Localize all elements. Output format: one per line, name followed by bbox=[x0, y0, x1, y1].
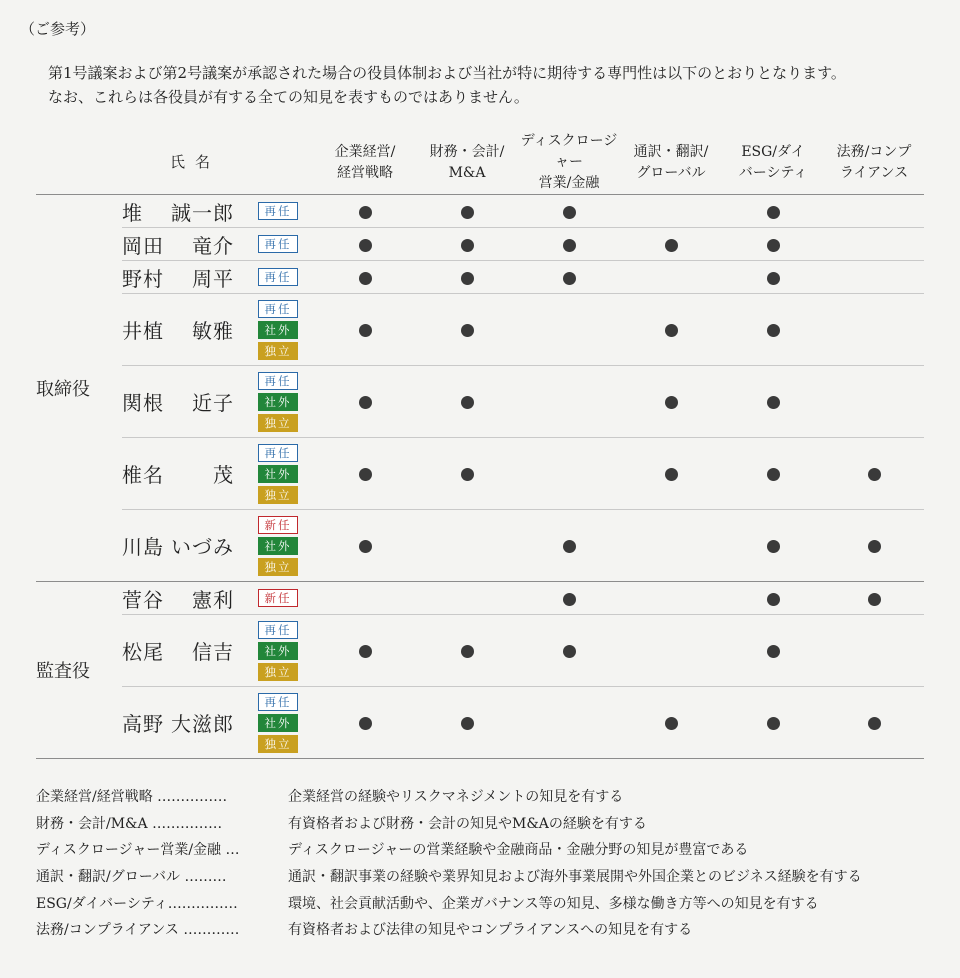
column-header-management: 企業経営/ 経営戦略 bbox=[334, 143, 396, 181]
family-name: 井植 bbox=[122, 319, 164, 343]
table-row bbox=[36, 195, 924, 228]
skill-mark-icon bbox=[359, 645, 372, 658]
skill-mark-icon bbox=[767, 540, 780, 553]
skill-mark-icon bbox=[665, 396, 678, 409]
skill-cell bbox=[314, 438, 416, 510]
skill-cell bbox=[314, 510, 416, 582]
legend-row bbox=[36, 889, 862, 916]
given-name: 茂 bbox=[213, 463, 234, 487]
status-badges bbox=[258, 582, 314, 615]
table-row bbox=[36, 510, 924, 582]
skill-cell bbox=[824, 261, 924, 294]
skill-cell bbox=[620, 366, 722, 438]
skill-cell bbox=[722, 261, 824, 294]
officer-name bbox=[122, 294, 258, 366]
skill-mark-icon bbox=[767, 272, 780, 285]
status-badge-reappoint: 再任 bbox=[258, 693, 298, 711]
skill-mark-icon bbox=[359, 239, 372, 252]
skill-mark-icon bbox=[665, 468, 678, 481]
legend-term: ESG/ダイバーシティ…………… bbox=[36, 895, 238, 912]
status-badge-reappoint: 再任 bbox=[258, 300, 298, 318]
skill-cell bbox=[722, 615, 824, 687]
legend-term: 法務/コンプライアンス ………… bbox=[36, 922, 240, 939]
status-badge-reappoint: 再任 bbox=[258, 444, 298, 462]
column-header-finance: 財務・会計/ M&A bbox=[429, 143, 505, 181]
column-header-translation: 通訳・翻訳/ グローバル bbox=[633, 143, 709, 181]
given-name: 敏雅 bbox=[192, 319, 234, 343]
table-row bbox=[36, 582, 924, 615]
status-badge-indep: 独立 bbox=[258, 486, 298, 504]
table-row bbox=[36, 687, 924, 759]
skill-cell bbox=[620, 195, 722, 228]
skill-cell bbox=[314, 615, 416, 687]
skill-cell bbox=[518, 195, 620, 228]
status-badge-indep: 独立 bbox=[258, 414, 298, 432]
skill-cell bbox=[314, 228, 416, 261]
status-badge-indep: 独立 bbox=[258, 558, 298, 576]
column-header-esg: ESG/ダイ バーシティ bbox=[738, 143, 808, 181]
skill-mark-icon bbox=[461, 206, 474, 219]
skill-mark-icon bbox=[563, 272, 576, 285]
skill-cell bbox=[416, 195, 518, 228]
officer-name bbox=[122, 261, 258, 294]
status-badge-outside: 社外 bbox=[258, 537, 298, 555]
officer-name bbox=[122, 438, 258, 510]
column-header-legal: 法務/コンプ ライアンス bbox=[836, 143, 912, 181]
skill-cell bbox=[620, 687, 722, 759]
intro-text bbox=[48, 61, 846, 109]
skill-cell bbox=[620, 615, 722, 687]
skill-cell bbox=[314, 687, 416, 759]
skill-cell bbox=[722, 366, 824, 438]
status-badges bbox=[258, 510, 314, 582]
skill-cell bbox=[416, 438, 518, 510]
skill-cell bbox=[416, 582, 518, 615]
skill-cell bbox=[620, 582, 722, 615]
status-badges bbox=[258, 366, 314, 438]
officer-skill-matrix bbox=[36, 131, 924, 759]
skill-mark-icon bbox=[359, 206, 372, 219]
status-badge-outside: 社外 bbox=[258, 321, 298, 339]
skill-cell bbox=[824, 294, 924, 366]
skill-mark-icon bbox=[767, 468, 780, 481]
skill-mark-icon bbox=[563, 645, 576, 658]
legend-term: ディスクロージャー営業/金融 … bbox=[36, 842, 240, 859]
legend-description: 有資格者および財務・会計の知見やM&Aの経験を有する bbox=[288, 815, 647, 832]
skill-mark-icon bbox=[767, 206, 780, 219]
status-badge-indep: 独立 bbox=[258, 342, 298, 360]
skill-mark-icon bbox=[665, 324, 678, 337]
skill-mark-icon bbox=[461, 468, 474, 481]
skill-cell bbox=[314, 582, 416, 615]
status-badge-reappoint: 再任 bbox=[258, 202, 298, 220]
skill-cell bbox=[824, 582, 924, 615]
family-name: 野村 bbox=[122, 266, 164, 291]
status-badge-outside: 社外 bbox=[258, 465, 298, 483]
skill-cell bbox=[518, 615, 620, 687]
skill-mark-icon bbox=[359, 272, 372, 285]
family-name: 椎名 bbox=[122, 463, 164, 487]
skill-mark-icon bbox=[665, 239, 678, 252]
table-row bbox=[36, 294, 924, 366]
skill-cell bbox=[722, 438, 824, 510]
family-name: 松尾 bbox=[122, 640, 164, 664]
officer-name bbox=[122, 195, 258, 228]
status-badges bbox=[258, 687, 314, 759]
skill-mark-icon bbox=[461, 396, 474, 409]
skill-cell bbox=[314, 195, 416, 228]
skill-cell bbox=[416, 228, 518, 261]
family-name: 関根 bbox=[122, 391, 164, 415]
given-name: いづみ bbox=[171, 535, 234, 559]
skill-mark-icon bbox=[868, 468, 881, 481]
intro-line: 第1号議案および第2号議案が承認された場合の役員体制および当社が特に期待する専門性は以下のとおりとなります。 bbox=[48, 64, 846, 82]
status-badge-indep: 独立 bbox=[258, 735, 298, 753]
legend-description: 環境、社会貢献活動や、企業ガバナンス等の知見、多様な働き方等への知見を有する bbox=[288, 895, 819, 912]
status-badges bbox=[258, 615, 314, 687]
skill-cell bbox=[620, 438, 722, 510]
legend-description: 通訳・翻訳事業の経験や業界知見および海外事業展開や外国企業とのビジネス経験を有する bbox=[288, 869, 862, 886]
skill-cell bbox=[416, 366, 518, 438]
skill-cell bbox=[314, 261, 416, 294]
skill-cell bbox=[824, 438, 924, 510]
status-badges bbox=[258, 261, 314, 294]
skill-cell bbox=[518, 687, 620, 759]
skill-cell bbox=[824, 228, 924, 261]
skill-cell bbox=[824, 615, 924, 687]
skill-cell bbox=[722, 195, 824, 228]
skill-cell bbox=[824, 510, 924, 582]
skill-cell bbox=[416, 294, 518, 366]
skill-cell bbox=[620, 294, 722, 366]
skill-mark-icon bbox=[868, 593, 881, 606]
skill-cell bbox=[518, 228, 620, 261]
legend-description: ディスクロージャーの営業経験や金融商品・金融分野の知見が豊富である bbox=[288, 842, 749, 859]
table-row bbox=[36, 366, 924, 438]
given-name: 憲利 bbox=[192, 587, 234, 612]
skill-cell bbox=[722, 228, 824, 261]
skill-mark-icon bbox=[665, 717, 678, 730]
given-name: 大滋郎 bbox=[171, 712, 234, 736]
skill-mark-icon bbox=[359, 396, 372, 409]
legend-term: 企業経営/経営戦略 …………… bbox=[36, 789, 228, 806]
legend-term: 財務・会計/M&A …………… bbox=[36, 815, 223, 832]
status-badge-new: 新任 bbox=[258, 589, 298, 607]
given-name: 信吉 bbox=[192, 640, 234, 664]
skill-mark-icon bbox=[359, 540, 372, 553]
officer-name bbox=[122, 366, 258, 438]
skill-cell bbox=[824, 687, 924, 759]
legend-description: 有資格者および法律の知見やコンプライアンスへの知見を有する bbox=[288, 922, 693, 939]
skill-cell bbox=[824, 366, 924, 438]
skill-mark-icon bbox=[563, 206, 576, 219]
skill-cell bbox=[722, 582, 824, 615]
skill-mark-icon bbox=[461, 324, 474, 337]
skill-mark-icon bbox=[767, 396, 780, 409]
skill-cell bbox=[620, 261, 722, 294]
legend-row bbox=[36, 863, 862, 890]
legend-row bbox=[36, 810, 862, 837]
table-row bbox=[36, 438, 924, 510]
skill-mark-icon bbox=[767, 717, 780, 730]
skill-mark-icon bbox=[461, 717, 474, 730]
officer-name bbox=[122, 228, 258, 261]
skill-mark-icon bbox=[461, 645, 474, 658]
skill-mark-icon bbox=[563, 540, 576, 553]
skill-cell bbox=[518, 366, 620, 438]
skill-mark-icon bbox=[868, 540, 881, 553]
legend-row bbox=[36, 783, 862, 810]
skill-cell bbox=[314, 294, 416, 366]
officer-name bbox=[122, 615, 258, 687]
skill-cell bbox=[518, 261, 620, 294]
family-name: 川島 bbox=[122, 535, 164, 559]
skill-cell bbox=[722, 510, 824, 582]
column-header-disclosure: ディスクロージャー 営業/金融 bbox=[520, 133, 618, 191]
status-badges bbox=[258, 195, 314, 228]
skill-mark-icon bbox=[767, 645, 780, 658]
skill-cell bbox=[314, 366, 416, 438]
skill-mark-icon bbox=[767, 239, 780, 252]
skill-cell bbox=[518, 582, 620, 615]
skill-mark-icon bbox=[767, 324, 780, 337]
given-name: 竜介 bbox=[192, 233, 234, 258]
skill-cell bbox=[620, 510, 722, 582]
officer-name bbox=[122, 510, 258, 582]
skill-mark-icon bbox=[461, 272, 474, 285]
status-badge-outside: 社外 bbox=[258, 393, 298, 411]
status-badge-reappoint: 再任 bbox=[258, 621, 298, 639]
skill-cell bbox=[416, 510, 518, 582]
status-badge-indep: 独立 bbox=[258, 663, 298, 681]
skill-cell bbox=[824, 195, 924, 228]
table-row bbox=[36, 615, 924, 687]
header-row bbox=[36, 131, 924, 195]
skill-cell bbox=[518, 438, 620, 510]
intro-line: なお、これらは各役員が有する全ての知見を表すものではありません。 bbox=[48, 88, 529, 106]
status-badges bbox=[258, 228, 314, 261]
skill-mark-icon bbox=[461, 239, 474, 252]
status-badges bbox=[258, 438, 314, 510]
skill-mark-icon bbox=[767, 593, 780, 606]
skill-cell bbox=[416, 615, 518, 687]
given-name: 近子 bbox=[192, 391, 234, 415]
status-badge-reappoint: 再任 bbox=[258, 372, 298, 390]
officer-name bbox=[122, 687, 258, 759]
skill-mark-icon bbox=[359, 468, 372, 481]
skill-mark-icon bbox=[868, 717, 881, 730]
status-badge-reappoint: 再任 bbox=[258, 235, 298, 253]
skill-legend bbox=[36, 783, 862, 943]
skill-cell bbox=[722, 687, 824, 759]
status-badges bbox=[258, 294, 314, 366]
status-badge-outside: 社外 bbox=[258, 714, 298, 732]
given-name: 誠一郎 bbox=[171, 200, 234, 225]
legend-term: 通訳・翻訳/グローバル ……… bbox=[36, 869, 227, 886]
officer-name bbox=[122, 582, 258, 615]
status-badge-reappoint: 再任 bbox=[258, 268, 298, 286]
status-badge-new: 新任 bbox=[258, 516, 298, 534]
skill-cell bbox=[620, 228, 722, 261]
skill-cell bbox=[518, 294, 620, 366]
family-name: 高野 bbox=[122, 712, 164, 736]
status-badge-outside: 社外 bbox=[258, 642, 298, 660]
family-name: 菅谷 bbox=[122, 587, 164, 612]
role-label: 取締役 bbox=[36, 379, 90, 400]
skill-cell bbox=[416, 261, 518, 294]
legend-description: 企業経営の経験やリスクマネジメントの知見を有する bbox=[288, 789, 624, 806]
skill-cell bbox=[722, 294, 824, 366]
role-label: 監査役 bbox=[36, 661, 90, 682]
legend-row bbox=[36, 836, 862, 863]
skill-mark-icon bbox=[359, 324, 372, 337]
legend-row bbox=[36, 916, 862, 943]
skill-cell bbox=[518, 510, 620, 582]
skill-mark-icon bbox=[563, 593, 576, 606]
family-name: 堆 bbox=[122, 200, 143, 225]
skill-mark-icon bbox=[359, 717, 372, 730]
note-title: （ご参考） bbox=[20, 20, 96, 38]
family-name: 岡田 bbox=[122, 233, 164, 258]
name-column-header: 氏名 bbox=[170, 153, 221, 171]
skill-cell bbox=[416, 687, 518, 759]
table-row bbox=[36, 228, 924, 261]
given-name: 周平 bbox=[192, 266, 234, 291]
skill-mark-icon bbox=[563, 239, 576, 252]
table-row bbox=[36, 261, 924, 294]
